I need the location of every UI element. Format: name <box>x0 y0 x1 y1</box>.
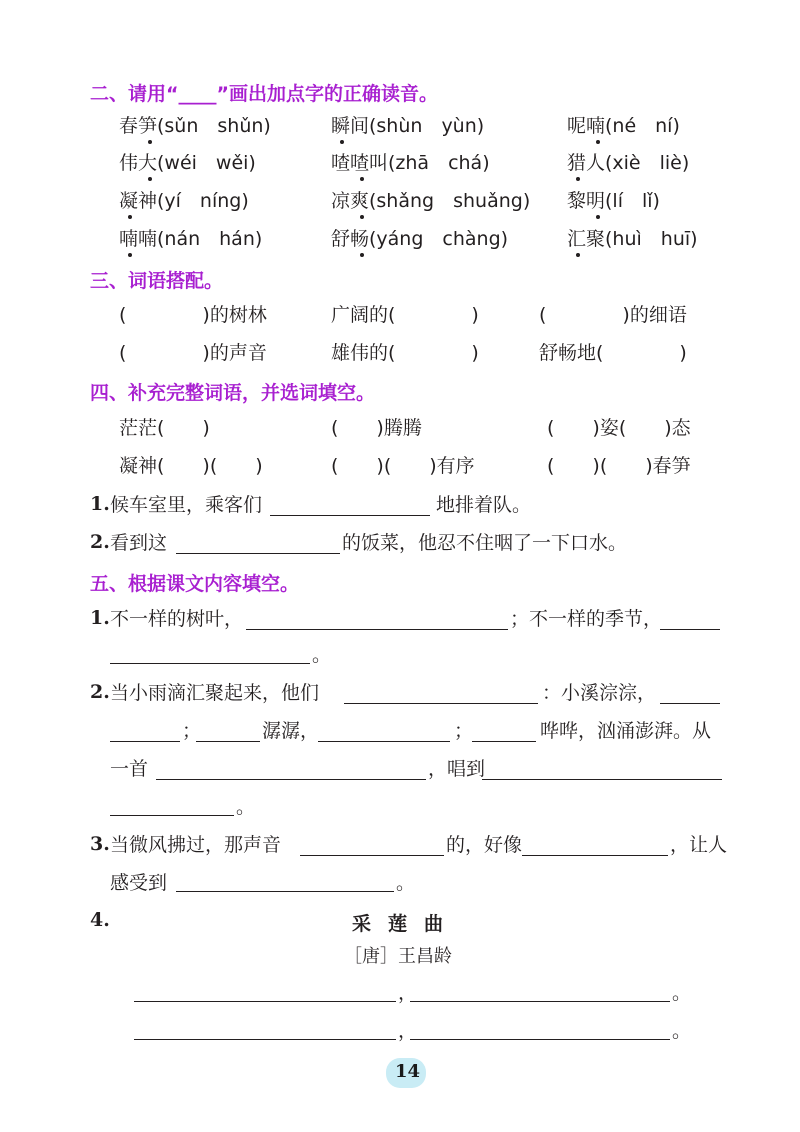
question-number: 1. <box>90 493 110 515</box>
emphasis-dot <box>148 140 152 144</box>
pinyin-item-ninan: 呢喃(né ní) <box>567 115 680 137</box>
question-text: 。 <box>396 872 416 894</box>
punctuation: ， <box>398 1020 418 1042</box>
emphasis-dot <box>576 253 580 257</box>
match-item: 舒畅地( ) <box>539 342 687 364</box>
question-text: ，唱到 <box>428 758 486 780</box>
poem-line-blank[interactable] <box>410 1039 670 1040</box>
pinyin-item-huiju: 汇聚(huì huī) <box>567 228 698 250</box>
match-item: 广阔的( ) <box>331 304 479 326</box>
answer-blank[interactable] <box>246 629 508 630</box>
answer-blank[interactable] <box>660 703 720 704</box>
complete-word-item: 凝神( )( ) <box>119 455 263 477</box>
question-text: 潺潺， <box>262 720 320 742</box>
question-number: 2. <box>90 531 110 553</box>
poem-line-blank[interactable] <box>134 1001 396 1002</box>
match-item: 雄伟的( ) <box>331 342 479 364</box>
match-item: ( )的细语 <box>539 304 687 326</box>
emphasis-dot <box>360 177 364 181</box>
poem-line-blank[interactable] <box>410 1001 670 1002</box>
poem-title-char: 莲 <box>388 913 408 935</box>
question-text: ； <box>182 720 202 742</box>
question-text: 一首 <box>110 758 149 780</box>
complete-word-item: 茫茫( ) <box>119 417 210 439</box>
question-text: 看到这 <box>110 532 168 554</box>
pinyin-item-lieren: 猎人(xiè liè) <box>567 152 690 174</box>
answer-blank[interactable] <box>270 515 430 516</box>
punctuation: 。 <box>672 1020 692 1042</box>
complete-word-item: ( )( )有序 <box>331 455 475 477</box>
question-text: 地排着队。 <box>436 494 532 516</box>
page-number: 14 <box>395 1061 421 1082</box>
question-text: 的饭菜，他忍不住咽了一下口水。 <box>342 532 628 554</box>
complete-word-item: ( )( )春笋 <box>547 455 691 477</box>
match-item: ( )的声音 <box>119 342 267 364</box>
pinyin-item-liming: 黎明(lí lǐ) <box>567 190 660 212</box>
answer-blank[interactable] <box>472 741 536 742</box>
question-text: 不一样的树叶， <box>110 608 244 630</box>
emphasis-dot <box>596 215 600 219</box>
emphasis-dot <box>128 215 132 219</box>
answer-blank[interactable] <box>522 855 668 856</box>
emphasis-dot <box>360 253 364 257</box>
question-text: ：小溪淙淙， <box>542 682 657 704</box>
pinyin-item-ningshen: 凝神(yí níng) <box>119 190 249 212</box>
pinyin-item-zhazhajiao: 喳喳叫(zhā chá) <box>331 152 490 174</box>
question-number: 4. <box>90 909 110 931</box>
question-text: 。 <box>236 796 256 818</box>
punctuation: ， <box>398 982 418 1004</box>
answer-blank[interactable] <box>110 815 234 816</box>
answer-blank[interactable] <box>318 741 450 742</box>
question-number: 3. <box>90 833 110 855</box>
emphasis-dot <box>340 140 344 144</box>
answer-blank[interactable] <box>196 741 260 742</box>
emphasis-dot <box>576 177 580 181</box>
question-number: 2. <box>90 681 110 703</box>
question-number: 1. <box>90 607 110 629</box>
answer-blank[interactable] <box>300 855 444 856</box>
answer-blank[interactable] <box>176 553 340 554</box>
answer-blank[interactable] <box>110 663 310 664</box>
section-5-heading: 五、根据课文内容填空。 <box>90 573 300 595</box>
poem-author: ［唐］王昌龄 <box>344 946 452 967</box>
punctuation: 。 <box>672 982 692 1004</box>
question-text: 候车室里，乘客们 <box>110 494 263 516</box>
pinyin-item-weida: 伟大(wéi wěi) <box>119 152 256 174</box>
complete-word-item: ( )腾腾 <box>331 417 422 439</box>
match-item: ( )的树林 <box>119 304 267 326</box>
question-text: 当微风拂过，那声音 <box>110 834 282 856</box>
pinyin-item-shunjian: 瞬间(shùn yùn) <box>331 115 485 137</box>
poem-line-blank[interactable] <box>134 1039 396 1040</box>
answer-blank[interactable] <box>482 779 722 780</box>
section-2-heading: 二、请用“____”画出加点字的正确读音。 <box>90 83 438 105</box>
answer-blank[interactable] <box>110 741 180 742</box>
emphasis-dot <box>148 177 152 181</box>
section-4-heading: 四、补充完整词语，并选词填空。 <box>90 382 376 404</box>
question-text: 的，好像 <box>446 834 523 856</box>
complete-word-item: ( )姿( )态 <box>547 417 691 439</box>
question-text: ； <box>454 720 474 742</box>
section-3-heading: 三、词语搭配。 <box>90 270 224 292</box>
emphasis-dot <box>596 140 600 144</box>
question-text: ，让人 <box>670 834 728 856</box>
pinyin-item-liangshuang: 凉爽(shǎng shuǎng) <box>331 190 531 212</box>
pinyin-item-shuchang: 舒畅(yáng chàng) <box>331 228 509 250</box>
poem-title-char: 采 <box>352 913 372 935</box>
pinyin-item-chunsun: 春笋(sǔn shǔn) <box>119 115 271 137</box>
answer-blank[interactable] <box>344 703 538 704</box>
question-text: 。 <box>312 644 332 666</box>
emphasis-dot <box>360 215 364 219</box>
emphasis-dot <box>128 253 132 257</box>
pinyin-item-nannan: 喃喃(nán hán) <box>119 228 263 250</box>
question-text: 感受到 <box>110 872 168 894</box>
poem-title-char: 曲 <box>424 913 444 935</box>
question-text: ；不一样的季节， <box>510 608 663 630</box>
answer-blank[interactable] <box>660 629 720 630</box>
answer-blank[interactable] <box>176 891 394 892</box>
question-text: 哗哗，汹涌澎湃。从 <box>540 720 712 742</box>
question-text: 当小雨滴汇聚起来，他们 <box>110 682 320 704</box>
answer-blank[interactable] <box>156 779 426 780</box>
